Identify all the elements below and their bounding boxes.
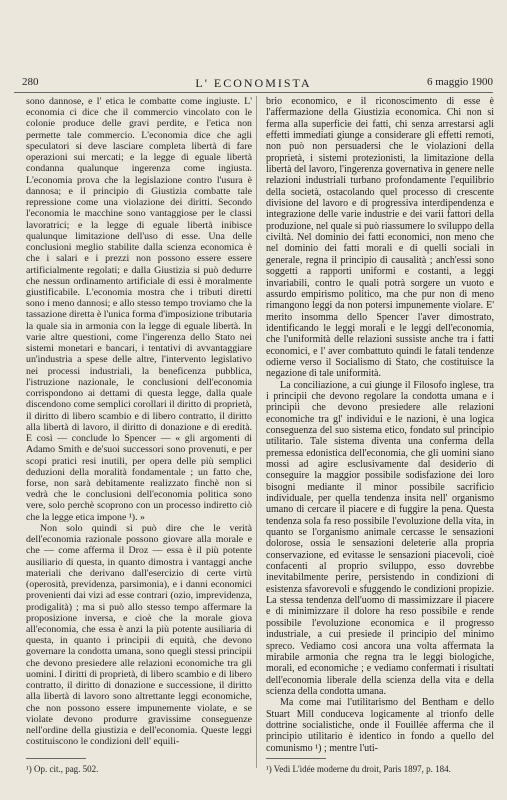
footnote-rule [266, 758, 326, 759]
journal-title: L' ECONOMISTA [195, 76, 312, 90]
page-header [0, 0, 507, 90]
footnote-right: ¹) Vedi L'idée moderne du droit, Paris 1897, p. 184. [266, 764, 451, 774]
left-column [26, 96, 252, 748]
paragraph: sono dannose, e l' etica le combatte come ingiuste. L' economia ci dice che il commercio vincolato con le colonie produce delle gravi perdite, e l'etica non permette tale commercio. L'economia dice che agli speculatori si deve lasciare completa libertà di fare operazioni sui mercati; e la legge di eguale libertà condanna qualunque ingerenza come ingiusta. L'economia prova che la legislazione contro l'usura è dannosa; e il principio di Giustizia combatte tale repressione come una violazione dei diritti. Secondo l'economia le macchine sono vantaggiose per le classi lavoratrici; e la legge di eguale libertà inibisce qualunque limitazione dell'uso di esse. Una delle conclusioni meglio stabilite dalla scienza economica è che i salari e i prezzi non possono essere essere artificialmente regolati; e dalla Giustizia si può dedurre che nessun ordinamento artificiale di essi è moralmente giustificabile. L'economia mostra che i tributi diretti sono i meno dannosi; e allo stesso tempo troviamo che la tassazione diretta è l'unica forma d'imposizione tributaria la quale sia in armonia con la legge di eguale libertà. In varie altre questioni, come l'ingerenza dello Stato nei sistemi monetari e bancari, i tentativi di avvantaggiare un'industria a spese delle altre, l'intervento legislativo nei processi industriali, la beneficenza pubblica, l'istruzione nazionale, le conclusioni dell'economia corrispondono ai dettami di questa legge, dalla quale discendono come semplici corollari il diritto di proprietà, il diritto di libero scambio e di libero contratto, il diritto alla libertà di lavoro, il diritto di donazione e di eredità. E così — conclude lo Spencer — « gli argomenti di Adamo Smith e de'suoi successori sono provenuti, e per scopi pratici resi inutili, per opera delle più semplici deduzioni della moralità fondamentale ; un fatto che, forse, non sarà debitamente realizzato finchè non si vedrà che le conclusioni dell'economia politica sono vere, solo perchè scoprono con un processo indiretto ciò che la legge etica impone ¹). » [26, 96, 252, 523]
column-divider [256, 96, 257, 768]
footnote-rule [26, 758, 86, 759]
header-rule [14, 92, 493, 93]
paragraph: La conciliazione, a cui giunge il Filosofo inglese, tra i principii che devono regolare la condotta umana e i principii che devono presiedere alle relazioni economiche tra gl' individui e le nazioni, è una logica conseguenza del suo sistema etico, fondato sul principio utilitario. Tale sistema diventa una conferma della premessa edonistica dell'economia, che gli uomini siano mossi ad agire esclusivamente dal desiderio di conseguire la maggior possibile sodisfazione dei loro bisogni mediante il minor possibile sacrificio individuale, per quella tendenza insita nell' organismo umano di cercare il piacere e di fuggire la pena. Questa tendenza sola fa reso possibile l'evoluzione della vita, in quanto se l'organismo animale cercasse le sensazioni dolorose, ossia le sensazioni deleterie alla propria conservazione, ed evitasse le sensazioni piacevoli, cioè confacenti al proprio sviluppo, esso dovrebbe inevitabilmente perire, persistendo in condizioni di esistenza sfavorevoli e sfuggendo le condizioni propizie. La stessa tendenza dell'uomo di massimizzare il piacere e di minimizzare il dolore ha reso possibile e rende possibile l'evoluzione economica e il progresso industriale, a cui presiede il principio del minimo spreco. Vediamo così ancora una volta affermata la mirabile armonia che regna tra le leggi biologiche, morali, ed economiche ; e vediamo confermati i risultati dell'economia liberale della scienza della vita e della scienza della condotta umana. [266, 379, 494, 697]
page-number: 280 [22, 76, 39, 88]
footnote-left: ¹) Op. cit., pag. 502. [26, 764, 99, 774]
paragraph: Non solo quindi si può dire che le verità dell'economia razionale possono giovare alla morale e che — come afferma il Droz — essa è il più potente ausiliario di questa, in quanto dimostra i vantaggi anche materiali che derivano dall'esercizio di certe virtù (operosità, previdenza, parsimonia), e i danni economici provenienti dai vizi ad esse contrari (ozio, imprevidenza, prodigalità) ; ma si può allo stesso tempo affermare la proposizione inversa, e cioè che la morale giova all'economia, che essa è anzi la più potente ausiliaria di questa, in quanto i principii di equità, che devono governare la condotta umana, sono quegli stessi principii che devono presiedere alle relazioni economiche tra gli uomini. I diritti di proprietà, di libero scambio e di libero contratto, il diritto di donazione e successione, il diritto alla libertà di lavoro sono altrettante leggi economiche, che non possono essere impunemente violate, e se violate devono produrre gravissime conseguenze nell'ordine della giustizia e dell'economia. Queste leggi costituiscono le condizioni dell' equili- [26, 522, 252, 748]
paragraph: brio economico, e il riconoscimento di esse è l'affermazione della Giustizia economica. Chi non si ferma alla superficie dei fatti, chi senza arrestarsi agli effetti immediati giunge a considerare gli effetti remoti, non può non persuadersi che le violazioni della proprietà, i sistemi protezionisti, la limitazione della libertà del lavoro, l'ingerenza governativa in genere nelle relazioni industriali turbano profondamente l'equilibrio della società, ostacolando quel processo di crescente divisione del lavoro e di progressiva interdipendenza e integrazione delle varie industrie e dei varii fattori della produzione, nel quale si può riassumere lo sviluppo della civiltà. Nel dominio dei fatti economici, non meno che nel dominio dei fatti morali e di quelli sociali in generale, regna il principio di causalità ; anch'essi sono soggetti a rapporti uniformi e costanti, a leggi invariabili, contro le quali potrà sorgere un vuoto e assurdo empirismo politico, ma che pur non di meno rimangono leggi da non potersi impunemente violare. E' merito insomma dello Spencer l'aver dimostrato, identificando le leggi morali e le leggi dell'economia, che l'uniformità delle relazioni sussiste anche tra i fatti economici, e l' aver combattuto quindi le fatali tendenze odierne verso il Socialismo di Stato, che costituisce la negazione di tale uniformità. [266, 96, 495, 380]
right-column [266, 96, 494, 754]
paragraph: Ma come mai l'utilitarismo del Bentham e dello Stuart Mill conduceva logicamente al trionfo delle dottrine socialistiche, onde il Fouillée afferma che il principio utilitario è identico in fondo a quello del comunismo ¹) ; mentre l'uti- [266, 697, 494, 754]
issue-date: 6 maggio 1900 [427, 76, 493, 88]
